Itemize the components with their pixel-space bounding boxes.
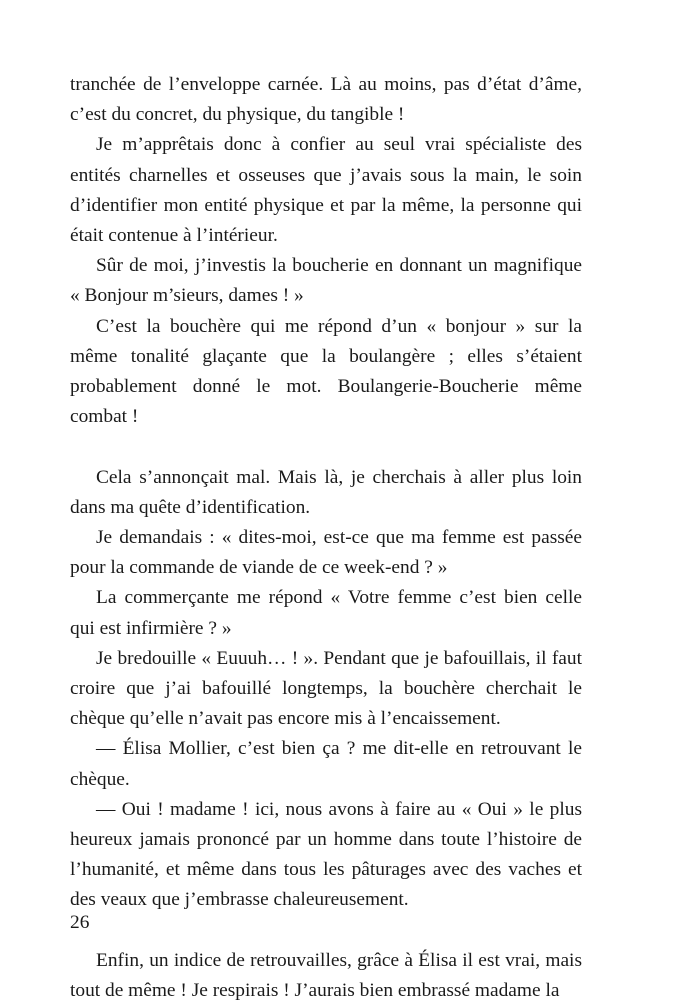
paragraph-9: — Élisa Mollier, c’est bien ça ? me dit-elle en retrouvant le chèque. [70, 738, 582, 790]
page-body-text [70, 70, 582, 1006]
section-break [70, 432, 582, 462]
paragraph-6: Je demandais : « dites-moi, est-ce que ma femme est passée pour la commande de viande de ce week-end ? » [70, 527, 582, 579]
section-break [70, 916, 582, 946]
paragraph-11: Enfin, un indice de retrouvailles, grâce à Élisa il est vrai, mais tout de même ! Je respirais ! J’aurais bien embrassé madame la [70, 949, 582, 1002]
paragraph-4: C’est la bouchère qui me répond d’un « bonjour » sur la même tonalité glaçante que la boulangère ; elles s’étaient probablement donné le mot. Boulangerie-Boucherie même combat ! [70, 315, 582, 428]
paragraph-2: Je m’apprêtais donc à confier au seul vrai spécialiste des entités charnelles et osseuses que j’avais sous la main, le soin d’identifier mon entité physique et par la même, la personne qui était contenue à l’intérieur. [70, 134, 582, 247]
paragraph-3: Sûr de moi, j’investis la boucherie en donnant un magnifique « Bonjour m’sieurs, dames ! » [70, 255, 582, 307]
paragraph-10: — Oui ! madame ! ici, nous avons à faire au « Oui » le plus heureux jamais prononcé par un homme dans toute l’histoire de l’humanité, et même dans tous les pâturages avec des vaches et des veaux que j’embrasse chaleureusement. [70, 798, 582, 911]
page-number: 26 [70, 912, 90, 933]
paragraph-1: tranchée de l’enveloppe carnée. Là au moins, pas d’état d’âme, c’est du concret, du physique, du tangible ! [70, 74, 582, 126]
paragraph-8: Je bredouille « Euuuh… ! ». Pendant que je bafouillais, il faut croire que j’ai bafouillé longtemps, la bouchère cherchait le chèque qu’elle n’avait pas encore mis à l’encaissement. [70, 647, 582, 730]
paragraph-5: Cela s’annonçait mal. Mais là, je cherchais à aller plus loin dans ma quête d’identification. [70, 466, 582, 518]
paragraph-7: La commerçante me répond « Votre femme c’est bien celle qui est infirmière ? » [70, 587, 582, 639]
